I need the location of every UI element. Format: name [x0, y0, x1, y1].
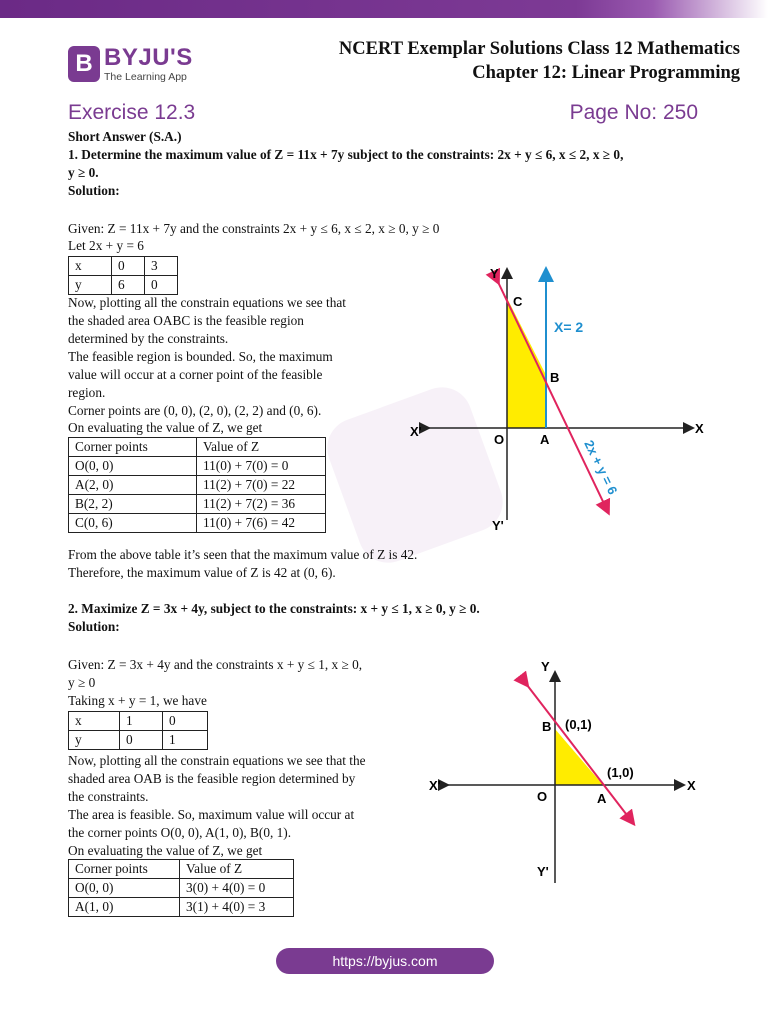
q1-para-line: value will occur at a corner point of the feasible	[68, 367, 323, 382]
q2-graph	[425, 655, 710, 890]
q1-para-line: Now, plotting all the constrain equations we see that	[68, 295, 346, 310]
q1-para-line: region.	[68, 385, 106, 400]
table-row	[69, 457, 326, 476]
feasible-region	[507, 298, 546, 428]
q1-para-line: determined by the constraints.	[68, 331, 229, 346]
q2-question: 2. Maximize Z = 3x + 4y, subject to the constraints: x + y ≤ 1, x ≥ 0, y ≥ 0.	[68, 601, 480, 616]
exercise-title: Exercise 12.3	[68, 101, 196, 124]
label-B: B	[550, 370, 560, 385]
table-cell: y	[69, 731, 120, 750]
table-cell: y	[69, 276, 112, 295]
q2-taking: Taking x + y = 1, we have	[68, 693, 207, 708]
table-header-row	[69, 438, 326, 457]
label-2x-plus-y-line: 2x + y = 6	[581, 437, 621, 497]
table-cell: 1	[120, 712, 163, 731]
table-header-row	[69, 860, 294, 879]
table-cell: A(1, 0)	[69, 898, 180, 917]
header-title-line1: NCERT Exemplar Solutions Class 12 Mathematics	[338, 39, 740, 59]
label-X: X	[695, 421, 704, 436]
q2-para-line: The area is feasible. So, maximum value will occur at	[68, 807, 355, 822]
q2-para-line: On evaluating the value of Z, we get	[68, 843, 263, 858]
top-accent-bar	[0, 0, 768, 18]
table-cell: 11(0) + 7(6) = 42	[197, 514, 326, 533]
label-point-0-1: (0,1)	[565, 717, 592, 732]
label-X-prime: X'	[410, 424, 422, 439]
q1-para-line: Corner points are (0, 0), (2, 0), (2, 2) and (0, 6).	[68, 403, 322, 418]
table-cell: 0	[145, 276, 178, 295]
table-row	[69, 712, 208, 731]
table-row	[69, 731, 208, 750]
label-A: A	[540, 432, 550, 447]
footer-url-link[interactable]: https://byjus.com	[276, 948, 494, 974]
table-cell: A(2, 0)	[69, 476, 197, 495]
q1-graph	[400, 258, 710, 538]
section-heading: Short Answer (S.A.)	[68, 129, 182, 144]
logo-badge-icon: B	[68, 46, 100, 82]
table-header-cell: Value of Z	[180, 860, 294, 879]
feasible-region	[555, 729, 603, 785]
logo-text-block	[104, 46, 193, 83]
label-Y: Y	[490, 266, 499, 281]
label-C: C	[513, 294, 523, 309]
label-Y-prime: Y'	[492, 518, 504, 533]
table-cell: 6	[112, 276, 145, 295]
table-cell: 0	[163, 712, 208, 731]
table-cell: 11(0) + 7(0) = 0	[197, 457, 326, 476]
q2-para-line: Now, plotting all the constrain equations we see that the	[68, 753, 366, 768]
q1-given: Given: Z = 11x + 7y and the constraints 2x + y ≤ 6, x ≤ 2, x ≥ 0, y ≥ 0	[68, 221, 440, 236]
q2-para-line: shaded area OAB is the feasible region determined by	[68, 771, 356, 786]
table-header-cell: Corner points	[69, 860, 180, 879]
byjus-logo[interactable]	[68, 46, 193, 83]
q2-para-line: the constraints.	[68, 789, 149, 804]
table-cell: O(0, 0)	[69, 457, 197, 476]
label-X: X	[687, 778, 696, 793]
q1-para-line: The feasible region is bounded. So, the maximum	[68, 349, 333, 364]
q1-let: Let 2x + y = 6	[68, 238, 144, 253]
q2-given-line2: y ≥ 0	[68, 675, 96, 690]
q1-z-table	[68, 437, 326, 533]
table-cell: O(0, 0)	[69, 879, 180, 898]
page-number: Page No: 250	[569, 101, 698, 124]
label-point-1-0: (1,0)	[607, 765, 634, 780]
label-B: B	[542, 719, 552, 734]
table-cell: 0	[120, 731, 163, 750]
table-cell: C(0, 6)	[69, 514, 197, 533]
q1-question-line1: 1. Determine the maximum value of Z = 11x + 7y subject to the constraints: 2x + y ≤ 6, x ≤ 2, x ≥ 0,	[68, 147, 624, 162]
table-header-cell: Corner points	[69, 438, 197, 457]
table-cell: 3	[145, 257, 178, 276]
label-O: O	[494, 432, 505, 447]
table-row	[69, 879, 294, 898]
table-header-cell: Value of Z	[197, 438, 326, 457]
table-cell: x	[69, 712, 120, 731]
table-cell: x	[69, 257, 112, 276]
q2-solution-label: Solution:	[68, 619, 120, 634]
q2-para-line: the corner points O(0, 0), A(1, 0), B(0, 1).	[68, 825, 292, 840]
table-row	[69, 276, 178, 295]
label-x-equals-2: X= 2	[554, 319, 584, 335]
table-row	[69, 495, 326, 514]
table-cell: B(2, 2)	[69, 495, 197, 514]
q1-question-line2: y ≥ 0.	[68, 165, 99, 180]
q1-conclusion-line1: From the above table it’s seen that the maximum value of Z is 42.	[68, 547, 418, 562]
table-row	[69, 898, 294, 917]
table-cell: 11(2) + 7(2) = 36	[197, 495, 326, 514]
table-cell: 3(0) + 4(0) = 0	[180, 879, 294, 898]
q2-xy-table	[68, 711, 208, 750]
q1-para-line: the shaded area OABC is the feasible region	[68, 313, 304, 328]
q1-solution-label: Solution:	[68, 183, 120, 198]
header-title-line2: Chapter 12: Linear Programming	[472, 63, 740, 83]
q1-xy-table	[68, 256, 178, 295]
logo-name: BYJU'S	[104, 44, 193, 71]
label-A: A	[597, 791, 607, 806]
label-X-prime: X'	[429, 778, 441, 793]
document-header	[339, 37, 740, 85]
q1-conclusion-line2: Therefore, the maximum value of Z is 42 at (0, 6).	[68, 565, 336, 580]
label-Y: Y	[541, 659, 550, 674]
table-cell: 0	[112, 257, 145, 276]
label-Y-prime: Y'	[537, 864, 549, 879]
label-O: O	[537, 789, 548, 804]
table-cell: 1	[163, 731, 208, 750]
q2-given-line1: Given: Z = 3x + 4y and the constraints x + y ≤ 1, x ≥ 0,	[68, 657, 363, 672]
table-cell: 3(1) + 4(0) = 3	[180, 898, 294, 917]
q1-para-line: On evaluating the value of Z, we get	[68, 420, 263, 435]
table-row	[69, 476, 326, 495]
table-cell: 11(2) + 7(0) = 22	[197, 476, 326, 495]
table-row	[69, 514, 326, 533]
q2-z-table	[68, 859, 294, 917]
table-row	[69, 257, 178, 276]
logo-tagline: The Learning App	[104, 71, 187, 83]
